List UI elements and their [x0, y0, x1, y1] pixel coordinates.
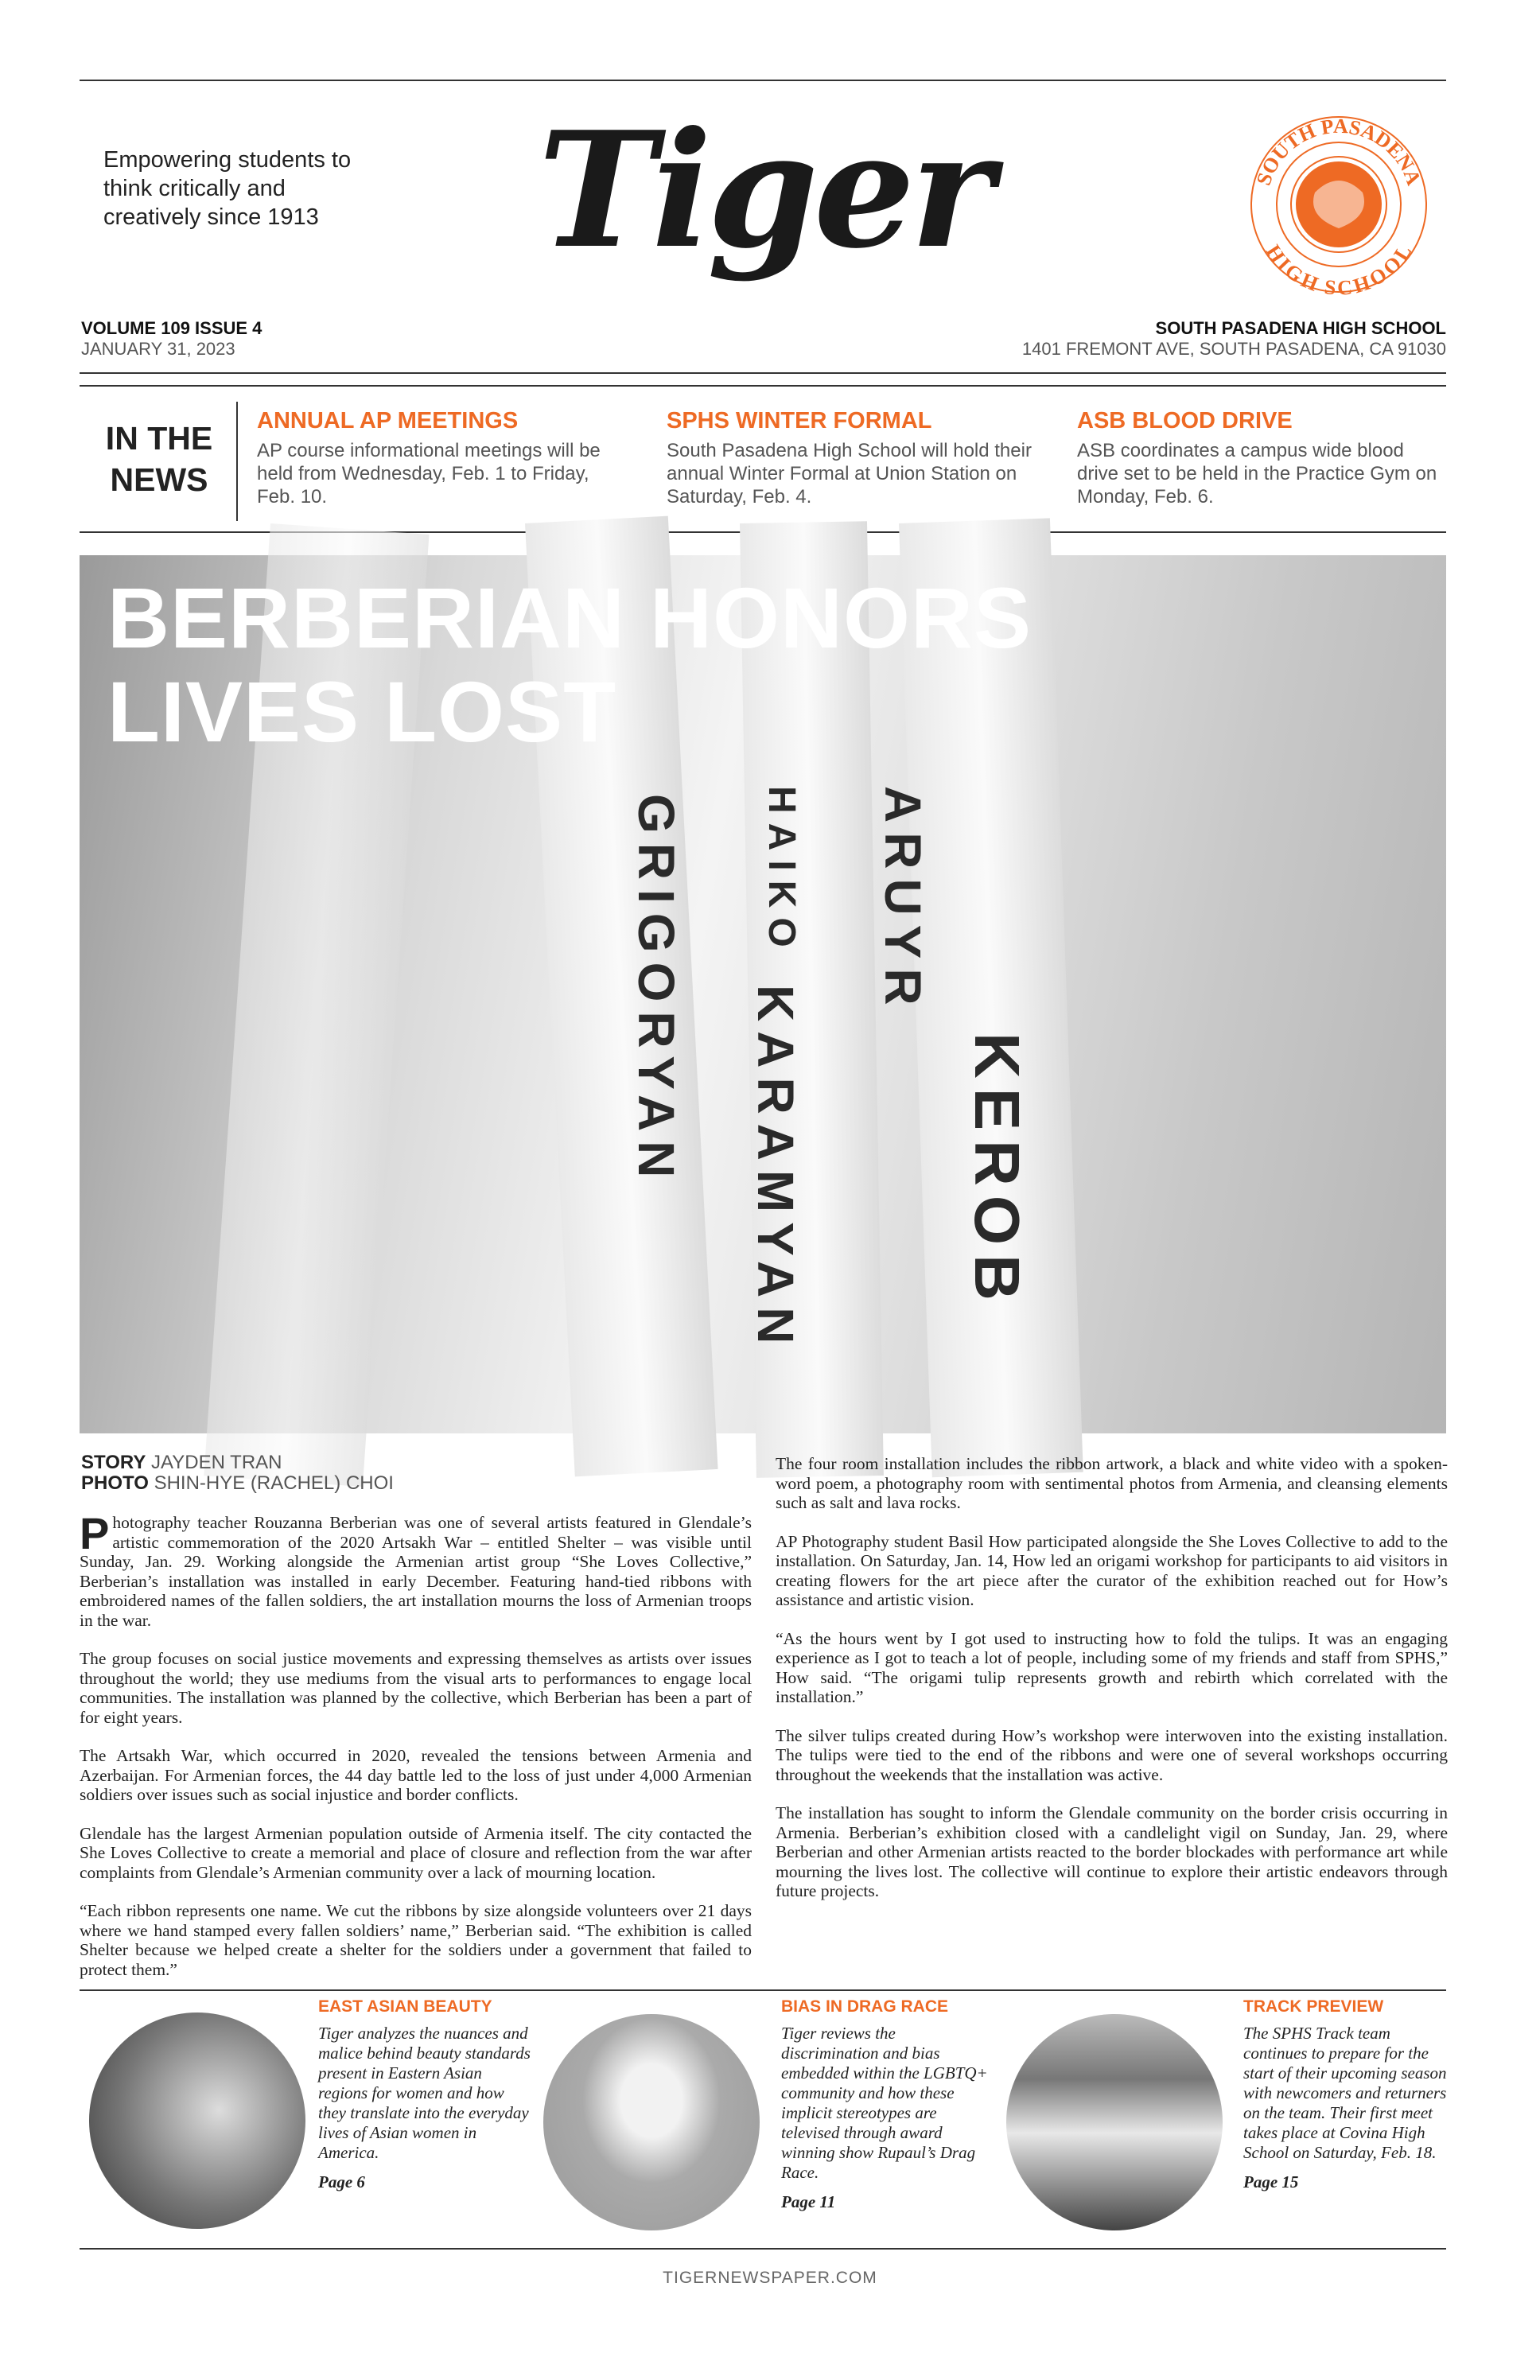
paragraph: The Artsakh War, which occurred in 2020, revealed the tensions between Armenia and Azerbaijan. For Armenian forces, the 44 day battle led to the loss of just under 4,000 Armenian soldiers over issues such as social injustice and border conflicts. — [80, 1746, 752, 1804]
teaser-body: Tiger reviews the discrimination and bias embedded within the LGBTQ+ community and how these implicit stereotypes are televised through award winning show Rupaul’s Drag Race. — [781, 2024, 988, 2182]
teaser[interactable] — [781, 1997, 996, 2212]
school-address: 1401 FREMONT AVE, SOUTH PASADENA, CA 91030 — [1021, 339, 1446, 359]
teaser-title: TRACK PREVIEW — [1243, 1997, 1384, 2016]
ribbon-name: ARUYR — [874, 786, 931, 1015]
ribbon-name: KARAMYAN — [747, 985, 804, 1354]
paragraph: The silver tulips created during How’s workshop were interwoven into the existing installation. The tulips were tied to the end of the ribbons and were one of several workshops occurring throughout the weekends that the installation was active. — [776, 1725, 1448, 1784]
volume: VOLUME 109 ISSUE 4 — [81, 318, 262, 338]
news-item[interactable] — [257, 406, 623, 508]
rule — [80, 1989, 1446, 1991]
issue-date: JANUARY 31, 2023 — [81, 339, 235, 359]
teaser-body: The SPHS Track team continues to prepare for the start of their upcoming season with newcomers and returners on the team. Their first meet takes place at Covina High School on Saturday, Feb. 18. — [1243, 2024, 1447, 2162]
label-line: NEWS — [110, 461, 208, 498]
headline-line: BERBERIAN HONORS — [107, 570, 1032, 666]
news-title: SPHS WINTER FORMAL — [667, 408, 932, 434]
svg-text:HIGH SCHOOL: HIGH SCHOOL — [1261, 240, 1417, 296]
school-seal-icon — [1247, 113, 1430, 296]
rule — [80, 385, 1446, 387]
paragraph: The four room installation includes the ribbon artwork, a black and white video with a spoken-word poem, a photography room with sentimental photos from Armenia, and cleansing elements such as salt and lava rocks. — [776, 1454, 1448, 1512]
top-rule — [80, 80, 1446, 81]
feature-photo — [80, 555, 1446, 1433]
teaser-page: Page 15 — [1243, 2172, 1299, 2191]
teaser[interactable] — [318, 1997, 533, 2192]
ribbon-name: GRIGORYAN — [628, 794, 685, 1188]
story-author: JAYDEN TRAN — [151, 1452, 282, 1473]
ribbon-name: KEROB — [962, 1032, 1032, 1310]
track-preview-image — [1006, 2014, 1223, 2230]
ribbon-name: HAIKO — [760, 786, 803, 957]
photo-label: PHOTO — [81, 1472, 149, 1494]
news-body: South Pasadena High School will hold their annual Winter Formal at Union Station on Saturday, Feb. 4. — [667, 440, 1032, 508]
teaser-title: EAST ASIAN BEAUTY — [318, 1997, 492, 2016]
website-link[interactable]: TIGERNEWSPAPER.COM — [663, 2269, 877, 2287]
teaser-page: Page 6 — [318, 2172, 365, 2191]
paragraph: The installation has sought to inform the Glendale community on the border crisis occurring in Armenia. Berberian’s exhibition closed with a candlelight vigil on Sunday, Jan. 29, where Berberian and other Armenian artists reacted to the border blockades with performance art while mourning the lives lost. The collective will continue to explore their artistic endeavors through future projects. — [776, 1803, 1448, 1900]
feature-headline — [107, 571, 1032, 759]
news-item[interactable] — [1077, 406, 1443, 508]
paragraph: “Each ribbon represents one name. We cut the ribbons by size alongside volunteers over 21 days where we hand stamped every fallen soldiers’ name,” Berberian said. “The exhibition is called Shelter because we helped create a shelter for the soldiers under a government that failed to protect them.” — [80, 1901, 752, 1979]
rule — [80, 2248, 1446, 2250]
issue-info — [81, 318, 262, 360]
divider — [236, 402, 238, 521]
article-column-left — [80, 1508, 752, 1979]
paragraph: hotography teacher Rouzanna Berberian was one of several artists featured in Glendale’s artistic commemoration of the 2020 Artsakh War – entitled Shelter – was visible until Sunday, Jan. 29. Working alongside the Armenian artist group “She Loves Collective,” Berberian’s installation was installed in early December. Featuring hand-tied ribbons with embroidered names of the fallen soldiers, the art installation mourns the loss of Armenian troops in the war. — [80, 1513, 752, 1630]
news-item[interactable] — [667, 406, 1032, 508]
in-the-news-label — [94, 418, 224, 500]
svg-text:SOUTH PASADENA: SOUTH PASADENA — [1251, 114, 1426, 189]
photo-author: SHIN-HYE (RACHEL) CHOI — [154, 1472, 394, 1494]
news-title: ANNUAL AP MEETINGS — [257, 408, 519, 434]
paragraph: Glendale has the largest Armenian population outside of Armenia itself. The city contacted the She Loves Collective to create a memorial and place of closure and reflection from the war after complaints from Glendale’s Armenian community over a lack of mourning location. — [80, 1823, 752, 1882]
tagline: Empowering students to think critically and creatively since 1913 — [103, 147, 352, 230]
school-info — [1022, 318, 1446, 360]
news-title: ASB BLOOD DRIVE — [1077, 408, 1293, 434]
rule — [80, 372, 1446, 374]
article-column-right — [776, 1454, 1448, 1920]
teaser-page: Page 11 — [781, 2192, 836, 2211]
byline — [81, 1452, 394, 1494]
news-body: AP course informational meetings will be held from Wednesday, Feb. 1 to Friday, Feb. 10. — [257, 440, 601, 508]
teaser[interactable] — [1243, 1997, 1458, 2192]
teaser-body: Tiger analyzes the nuances and malice behind beauty standards present in Eastern Asian regions for women and how they translate into the everyday lives of Asian women in America. — [318, 2024, 531, 2162]
drag-race-image — [543, 2014, 760, 2230]
story-label: STORY — [81, 1452, 146, 1473]
paragraph: The group focuses on social justice movements and expressing themselves as artists over issues throughout the world; they use mediums from the visual arts to performances to engage local communities. The installation was planned by the collective, which Berberian has been a part of for eight years. — [80, 1649, 752, 1727]
drop-cap: P — [80, 1508, 110, 1558]
news-body: ASB coordinates a campus wide blood drive set to be held in the Practice Gym on Monday, Feb. 6. — [1077, 440, 1437, 508]
paragraph: AP Photography student Basil How participated alongside the She Loves Collective to add to the installation. On Saturday, Jan. 14, How led an origami workshop for participants to aid visitors in creating flowers for the art piece after the curator of the exhibition reached out for How’s assistance and artistic vision. — [776, 1531, 1448, 1609]
label-line: IN THE — [105, 420, 213, 457]
teaser-title: BIAS IN DRAG RACE — [781, 1997, 949, 2016]
paragraph: “As the hours went by I got used to instructing how to fold the tulips. It was an engaging experience as I got to teach a lot of people, including some of my friends and staff from SPHS,” How said. “The origami tulip represents growth and rebirth which correlated with the installation.” — [776, 1628, 1448, 1706]
east-asian-beauty-image — [89, 2012, 305, 2229]
school-name: SOUTH PASADENA HIGH SCHOOL — [1155, 318, 1446, 338]
headline-line: LIVES LOST — [107, 663, 617, 760]
tiger-logo: Tiger — [538, 97, 990, 284]
